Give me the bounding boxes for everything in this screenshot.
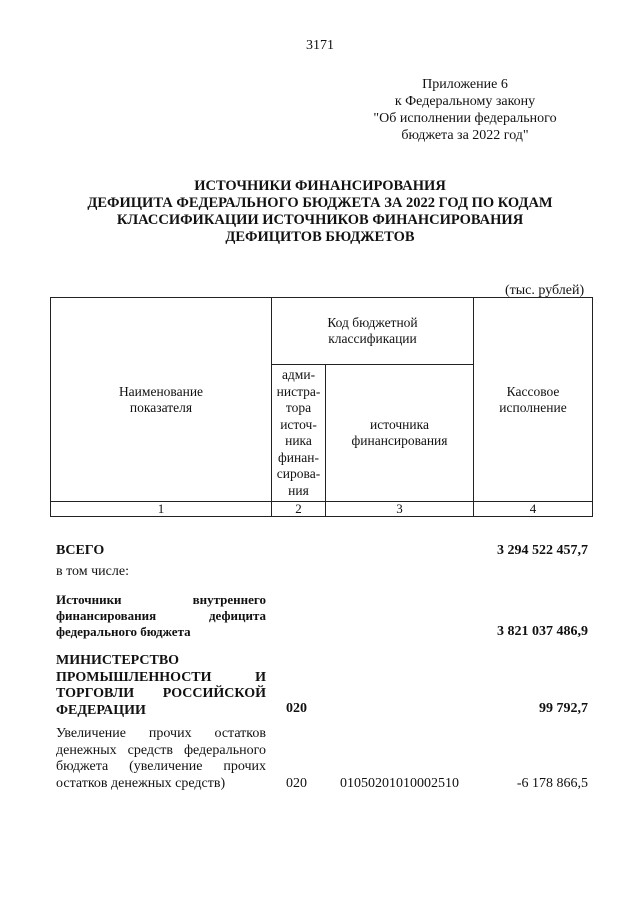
row-name-line: остатков денежных средств)	[56, 775, 226, 791]
header-text: сирова-	[276, 466, 321, 481]
title-line: КЛАССИФИКАЦИИ ИСТОЧНИКОВ ФИНАНСИРОВАНИЯ	[116, 212, 524, 228]
row-name-line: денежных средств федерального	[56, 742, 266, 758]
header-text: ника	[285, 433, 312, 448]
header-execution-column	[474, 298, 593, 502]
table-header	[50, 297, 593, 517]
row-name: ВСЕГО	[56, 543, 105, 558]
row-amount: 3 294 522 457,7	[497, 543, 588, 558]
row-name-line: ТОРГОВЛИ РОССИЙСКОЙ	[56, 686, 266, 701]
header-text: источ-	[280, 416, 317, 432]
column-number: 1	[51, 502, 272, 517]
appendix-note	[360, 76, 570, 144]
row-source-code: 01050201010002510	[340, 776, 459, 791]
document-title	[40, 178, 600, 246]
header-text: ния	[288, 482, 309, 498]
row-name-line: Источники внутреннего	[56, 592, 266, 607]
header-text: Наименование	[118, 383, 204, 399]
row-name-line: МИНИСТЕРСТВО	[56, 653, 180, 668]
header-text: исполнение	[499, 399, 567, 415]
header-text: классификации	[328, 331, 417, 346]
header-name-column	[51, 298, 272, 502]
column-number: 3	[326, 502, 474, 517]
table-row	[56, 563, 588, 581]
page-number: 3171	[306, 38, 334, 53]
table-row	[56, 726, 588, 794]
appendix-line: бюджета за 2022 год"	[401, 128, 529, 143]
appendix-line: "Об исполнении федерального	[373, 111, 557, 126]
row-amount: 99 792,7	[539, 701, 588, 716]
header-text: тора	[285, 400, 312, 415]
table-row	[56, 653, 588, 717]
header-text: финан-	[278, 449, 319, 465]
row-name: в том числе:	[56, 564, 129, 579]
header-text: нистра-	[276, 383, 321, 399]
header-code-group	[272, 298, 474, 365]
title-line: ДЕФИЦИТА ФЕДЕРАЛЬНОГО БЮДЖЕТА ЗА 2022 ГОД ПО КОДАМ	[87, 195, 553, 211]
column-number: 4	[474, 502, 593, 517]
title-line: ДЕФИЦИТОВ БЮДЖЕТОВ	[225, 229, 415, 245]
appendix-line: к Федеральному закону	[394, 94, 536, 109]
row-name-line: Увеличение прочих остатков	[56, 726, 266, 741]
row-amount: -6 178 866,5	[516, 776, 588, 791]
title-line: ИСТОЧНИКИ ФИНАНСИРОВАНИЯ	[194, 178, 446, 194]
header-text: финансирования	[351, 433, 448, 448]
table-row	[56, 542, 588, 560]
row-name	[56, 653, 266, 719]
header-admin-column	[272, 365, 326, 502]
row-name-line: бюджета (увеличение прочих	[56, 759, 266, 774]
row-name	[56, 726, 266, 792]
row-admin-code: 020	[286, 701, 307, 716]
units-label: (тыс. рублей)	[505, 283, 585, 298]
row-name-line: финансирования дефицита	[56, 608, 266, 623]
header-text: источника	[370, 417, 429, 432]
row-admin-code: 020	[286, 776, 307, 791]
row-name-line: ФЕДЕРАЦИИ	[56, 702, 146, 718]
header-text: Кассовое	[506, 383, 560, 399]
table-row	[56, 592, 588, 642]
row-name	[56, 592, 266, 640]
row-amount: 3 821 037 486,9	[497, 624, 588, 639]
header-text: Код бюджетной	[327, 315, 418, 330]
column-number: 2	[272, 502, 326, 517]
appendix-line: Приложение 6	[422, 77, 508, 92]
row-name-line: ПРОМЫШЛЕННОСТИ И	[56, 669, 266, 685]
header-text: показателя	[129, 399, 193, 415]
row-name-line: федерального бюджета	[56, 624, 191, 639]
header-source-column	[326, 365, 474, 502]
header-text: адми-	[281, 367, 316, 382]
